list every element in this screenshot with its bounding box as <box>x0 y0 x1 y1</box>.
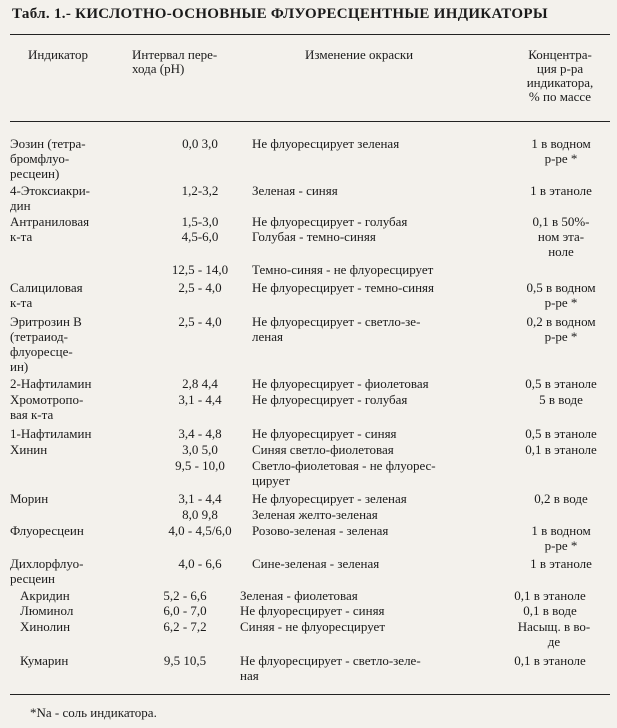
row-color-change: Голубая - темно-синяя <box>252 229 376 244</box>
row-color-change: Не флуоресцирует - фиолетовая <box>252 376 429 391</box>
row-color-change: Не флуоресцирует - синяя <box>240 603 385 618</box>
row-ph-range: 2,5 - 4,0 <box>178 280 222 295</box>
row-indicator-name: Флуоресцеин <box>10 523 84 538</box>
row-color-change: Не флуоресцирует - голубая <box>252 214 408 229</box>
row-color-change: Темно-синяя - не флуоресцирует <box>252 262 434 277</box>
row-concentration: 0,5 в водном р-ре * <box>526 280 596 310</box>
row-ph-range: 1,2-3,2 <box>181 183 219 198</box>
row-concentration: 0,5 в этаноле <box>525 376 597 391</box>
row-indicator-name: 1-Нафтиламин <box>10 426 92 441</box>
row-color-change: Не флуоресцирует - зеленая <box>252 491 407 506</box>
footnote: *Na - соль индикатора. <box>30 705 157 720</box>
row-indicator-name: Хинин <box>10 442 48 457</box>
row-color-change: Не флуоресцирует зеленая <box>252 136 400 151</box>
bottom-rule <box>10 694 610 695</box>
row-ph-range: 2,8 4,4 <box>182 376 218 391</box>
row-indicator-name: Антраниловая к-та <box>10 214 90 244</box>
row-indicator-name: Эозин (тетра- бромфлуо- ресцеин) <box>10 136 86 181</box>
row-indicator-name: Морин <box>10 491 49 506</box>
row-concentration: 1 в водном р-ре * <box>531 523 591 553</box>
row-ph-range: 5,2 - 6,6 <box>163 588 207 603</box>
row-color-change: Синяя светло-фиолетовая <box>252 442 394 457</box>
row-concentration: 1 в водном р-ре * <box>531 136 591 166</box>
row-indicator-name: Хинолин <box>20 619 71 634</box>
header-interval: Интервал пере- хода (pH) <box>132 47 218 76</box>
header-rule <box>10 121 610 122</box>
row-color-change: Не флуоресцирует - голубая <box>252 392 408 407</box>
row-ph-range: 8,0 9,8 <box>182 507 218 522</box>
row-color-change: Не флуоресцирует - светло-зеле- ная <box>240 653 421 683</box>
row-concentration: 1 в этаноле <box>530 183 592 198</box>
table-title: Табл. 1.- КИСЛОТНО-ОСНОВНЫЕ ФЛУОРЕСЦЕНТНЫЕ ИНДИКАТОРЫ <box>12 6 548 22</box>
row-ph-range: 4,0 - 6,6 <box>178 556 222 571</box>
row-concentration: 0,2 в воде <box>534 491 588 506</box>
header-concentration: Концентра- ция р-ра индикатора, % по массе <box>526 47 594 104</box>
row-ph-range: 4,5-6,0 <box>181 229 219 244</box>
row-ph-range: 1,5-3,0 <box>181 214 219 229</box>
row-indicator-name: Эритрозин В (тетраиод- флуоресце- ин) <box>10 314 82 374</box>
row-ph-range: 3,0 5,0 <box>182 442 218 457</box>
row-color-change: Светло-фиолетовая - не флуорес- цирует <box>252 458 436 488</box>
row-indicator-name: 2-Нафтиламин <box>10 376 92 391</box>
row-color-change: Сине-зеленая - зеленая <box>252 556 380 571</box>
row-color-change: Зеленая - фиолетовая <box>240 588 358 603</box>
row-concentration: 0,1 в этаноле <box>514 653 586 668</box>
row-indicator-name: Дихлорфлуо- ресцеин <box>10 556 84 586</box>
row-concentration: 5 в воде <box>539 392 583 407</box>
row-color-change: Розово-зеленая - зеленая <box>252 523 389 538</box>
row-ph-range: 0,0 3,0 <box>182 136 218 151</box>
row-ph-range: 12,5 - 14,0 <box>171 262 229 277</box>
row-color-change: Не флуоресцирует - синяя <box>252 426 397 441</box>
row-ph-range: 3,1 - 4,4 <box>178 392 222 407</box>
header-indicator: Индикатор <box>28 47 88 62</box>
header-color-change: Изменение окраски <box>305 47 414 62</box>
row-color-change: Зеленая - синяя <box>252 183 338 198</box>
row-concentration: 0,5 в этаноле <box>525 426 597 441</box>
row-ph-range: 9,5 10,5 <box>163 653 207 668</box>
row-ph-range: 9,5 - 10,0 <box>175 458 225 473</box>
row-indicator-name: Салициловая к-та <box>10 280 83 310</box>
row-indicator-name: Акридин <box>20 588 70 603</box>
row-ph-range: 6,2 - 7,2 <box>163 619 207 634</box>
row-color-change: Не флуоресцирует - светло-зе- леная <box>252 314 421 344</box>
row-concentration: 0,2 в водном р-ре * <box>526 314 596 344</box>
row-color-change: Не флуоресцирует - темно-синяя <box>252 280 434 295</box>
row-indicator-name: Люминол <box>20 603 74 618</box>
row-ph-range: 3,1 - 4,4 <box>178 491 222 506</box>
row-concentration: 0,1 в этаноле <box>514 588 586 603</box>
row-concentration: 0,1 в этаноле <box>525 442 597 457</box>
row-concentration: 1 в этаноле <box>530 556 592 571</box>
row-ph-range: 2,5 - 4,0 <box>178 314 222 329</box>
row-ph-range: 4,0 - 4,5/6,0 <box>168 523 232 538</box>
row-concentration: Насыщ. в во- де <box>517 619 591 649</box>
row-indicator-name: 4-Этоксиакри- дин <box>10 183 91 213</box>
row-color-change: Зеленая желто-зеленая <box>252 507 378 522</box>
row-indicator-name: Хромотропо- вая к-та <box>10 392 84 422</box>
row-concentration: 0,1 в 50%- ном эта- ноле <box>532 214 590 259</box>
row-ph-range: 6,0 - 7,0 <box>163 603 207 618</box>
row-ph-range: 3,4 - 4,8 <box>178 426 222 441</box>
row-concentration: 0,1 в воде <box>523 603 577 618</box>
row-color-change: Синяя - не флуоресцирует <box>240 619 385 634</box>
top-rule <box>10 34 610 35</box>
row-indicator-name: Кумарин <box>20 653 69 668</box>
